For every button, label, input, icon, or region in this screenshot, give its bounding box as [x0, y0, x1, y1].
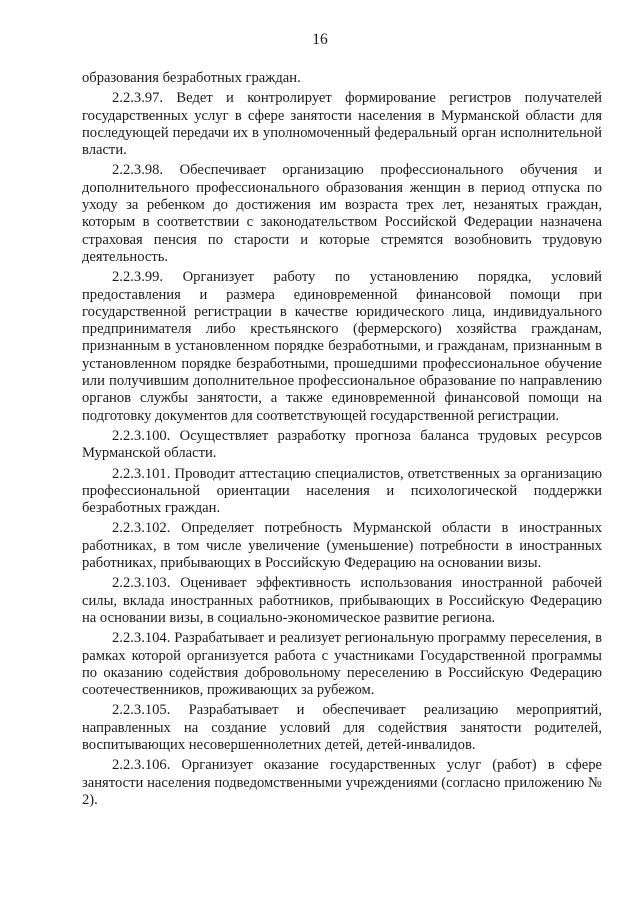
paragraph-2-2-3-101: 2.2.3.101. Проводит аттестацию специалистов, ответственных за организацию профессиональной ориентации населения и психологической поддержки безработных граждан.	[82, 465, 602, 517]
paragraph-2-2-3-106: 2.2.3.106. Организует оказание государственных услуг (работ) в сфере занятости населения подведомственными учреждениями (согласно приложению № 2).	[82, 757, 602, 808]
paragraph-2-2-3-99: 2.2.3.99. Организует работу по установлению порядка, условий предоставления и размера единовременной финансовой помощи при государственной регистрации в качестве юридического лица, индивидуального предпринимателя либо крестьянского (фермерского) хозяйства гражданам, признанным в установленном порядке безработными, и гражданам, признанным в установленном порядке безработными, прошедшими профессиональное обучение или получившим дополнительное профессиональное образование по направлению органов службы занятости, а также единовременной финансовой помощи на подготовку документов для соответствующей государственной регистрации.	[82, 269, 602, 424]
paragraph-2-2-3-102: 2.2.3.102. Определяет потребность Мурманской области в иностранных работниках, в том числе увеличение (уменьшение) потребности в иностранных работниках, прибывающих в Российскую Федерацию на основании визы.	[82, 520, 602, 572]
paragraph-2-2-3-103: 2.2.3.103. Оценивает эффективность использования иностранной рабочей силы, вклада иностранных работников, прибывающих в Российскую Федерацию на основании визы, в социально-экономическое развитие региона.	[82, 575, 602, 626]
page-number: 16	[312, 31, 328, 48]
paragraph-2-2-3-98: 2.2.3.98. Обеспечивает организацию профессионального обучения и дополнительного профессионального образования женщин в период отпуска по уходу за ребенком до достижения им возраста трех лет, незанятых граждан, которым в соответствии с законодательством Российской Федерации назначена страховая пенсия по старости и которые стремятся возобновить трудовую деятельность.	[82, 162, 602, 265]
paragraph-2-2-3-105: 2.2.3.105. Разрабатывает и обеспечивает реализацию мероприятий, направленных на создание условий для содействия занятости родителей, воспитывающих несовершеннолетних детей, детей-инвалидов.	[82, 702, 602, 753]
paragraph-2-2-3-104: 2.2.3.104. Разрабатывает и реализует региональную программу переселения, в рамках которой организуется работа с участниками Государственной программы по оказанию содействия добровольному переселению в Российскую Федерацию соотечественников, проживающих за рубежом.	[82, 630, 602, 699]
paragraph-2-2-3-97: 2.2.3.97. Ведет и контролирует формирование регистров получателей государственных услуг в сфере занятости населения в Мурманской области для последующей передачи их в уполномоченный федеральный орган исполнительной власти.	[82, 90, 602, 159]
document-body	[82, 70, 602, 812]
paragraph-continuation: образования безработных граждан.	[82, 70, 301, 86]
paragraph-2-2-3-100: 2.2.3.100. Осуществляет разработку прогноза баланса трудовых ресурсов Мурманской области.	[82, 427, 602, 462]
